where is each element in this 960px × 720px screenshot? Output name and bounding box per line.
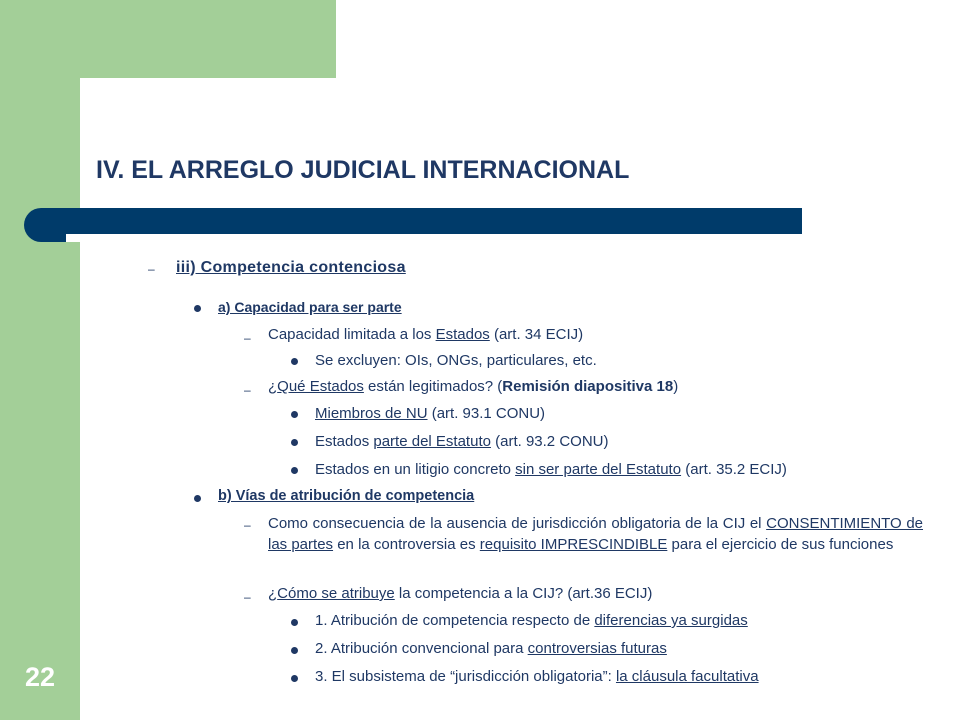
dash-bullet: – bbox=[244, 590, 251, 604]
bullet-dot bbox=[291, 439, 298, 446]
existing-disputes-link[interactable]: diferencias ya surgidas bbox=[594, 612, 748, 629]
subsection-b-heading: b) Vías de atribución de competencia bbox=[218, 488, 475, 504]
un-members-link[interactable]: Miembros de NU bbox=[315, 405, 428, 422]
bullet-dot bbox=[291, 675, 298, 682]
item-2-line bbox=[315, 640, 667, 657]
bullet-dot bbox=[194, 305, 201, 312]
consent-link[interactable]: CONSENTIMIENTO de las partes bbox=[268, 515, 924, 553]
statute-parties-text: Estados bbox=[315, 433, 374, 450]
left-green-band bbox=[0, 0, 80, 720]
item-3-text: 3. El subsistema de “jurisdicción obligatoria”: bbox=[315, 668, 616, 685]
statute-parties-line bbox=[315, 433, 608, 450]
bullet-dot bbox=[291, 619, 298, 626]
item-1-text: 1. Atribución de competencia respecto de bbox=[315, 612, 595, 629]
consent-text: Como consecuencia de la ausencia de jurisdicción obligatoria de la CIJ el bbox=[268, 515, 767, 532]
capacity-ref: (art. 34 ECIJ) bbox=[489, 326, 584, 343]
consent-paragraph bbox=[268, 513, 923, 555]
closing-paren: ) bbox=[673, 378, 679, 395]
statute-parties-ref: (art. 93.2 CONU) bbox=[490, 433, 609, 450]
question-mark: ¿ bbox=[268, 378, 278, 395]
section-heading: iii) Competencia contenciosa bbox=[176, 259, 406, 276]
consent-end-text: para el ejercicio de sus funciones bbox=[667, 536, 894, 553]
top-green-band bbox=[80, 0, 336, 78]
decorative-corner bbox=[80, 78, 140, 138]
statute-parties-link[interactable]: parte del Estatuto bbox=[373, 433, 491, 450]
subsection-a-heading: a) Capacidad para ser parte bbox=[218, 299, 402, 315]
bullet-dot bbox=[291, 647, 298, 654]
non-party-ref: (art. 35.2 ECIJ) bbox=[681, 461, 787, 478]
un-members-line bbox=[315, 405, 545, 422]
slide-title: IV. EL ARREGLO JUDICIAL INTERNACIONAL bbox=[96, 156, 630, 184]
consent-mid-text: en la controversia es bbox=[333, 536, 480, 553]
item-1-line bbox=[315, 612, 748, 629]
exclusion-line: Se excluyen: OIs, ONGs, particulares, etc. bbox=[315, 352, 597, 369]
dash-bullet: – bbox=[148, 262, 155, 276]
which-states-link[interactable]: Qué Estados bbox=[277, 378, 364, 395]
capacity-line bbox=[268, 326, 583, 343]
optional-clause-link[interactable]: la cláusula facultativa bbox=[615, 668, 759, 685]
how-attributed-link[interactable]: Cómo se atribuye bbox=[277, 585, 395, 602]
slide-number: 22 bbox=[24, 662, 56, 692]
how-attributed-line bbox=[268, 585, 652, 602]
which-states-text: están legitimados? ( bbox=[363, 378, 503, 395]
bullet-dot bbox=[291, 467, 298, 474]
question-mark: ¿ bbox=[268, 585, 278, 602]
item-3-line bbox=[315, 668, 759, 685]
future-disputes-link[interactable]: controversias futuras bbox=[527, 640, 667, 657]
dash-bullet: – bbox=[244, 383, 251, 397]
bullet-dot bbox=[291, 358, 298, 365]
slide-reference: Remisión diapositiva 18 bbox=[502, 378, 674, 395]
states-link[interactable]: Estados bbox=[435, 326, 490, 343]
which-states-line bbox=[268, 378, 678, 395]
un-members-ref: (art. 93.1 CONU) bbox=[427, 405, 546, 422]
capacity-text: Capacidad limitada a los bbox=[268, 326, 436, 343]
bullet-dot bbox=[291, 411, 298, 418]
dash-bullet: – bbox=[244, 518, 251, 532]
requirement-link[interactable]: requisito IMPRESCINDIBLE bbox=[479, 536, 668, 553]
non-party-link[interactable]: sin ser parte del Estatuto bbox=[515, 461, 682, 478]
how-attributed-text: la competencia a la CIJ? (art.36 ECIJ) bbox=[394, 585, 653, 602]
title-bar-underside bbox=[66, 234, 802, 242]
bullet-dot bbox=[194, 495, 201, 502]
dash-bullet: – bbox=[244, 331, 251, 345]
non-party-text: Estados en un litigio concreto bbox=[315, 461, 516, 478]
non-party-line bbox=[315, 461, 787, 478]
item-2-text: 2. Atribución convencional para bbox=[315, 640, 528, 657]
